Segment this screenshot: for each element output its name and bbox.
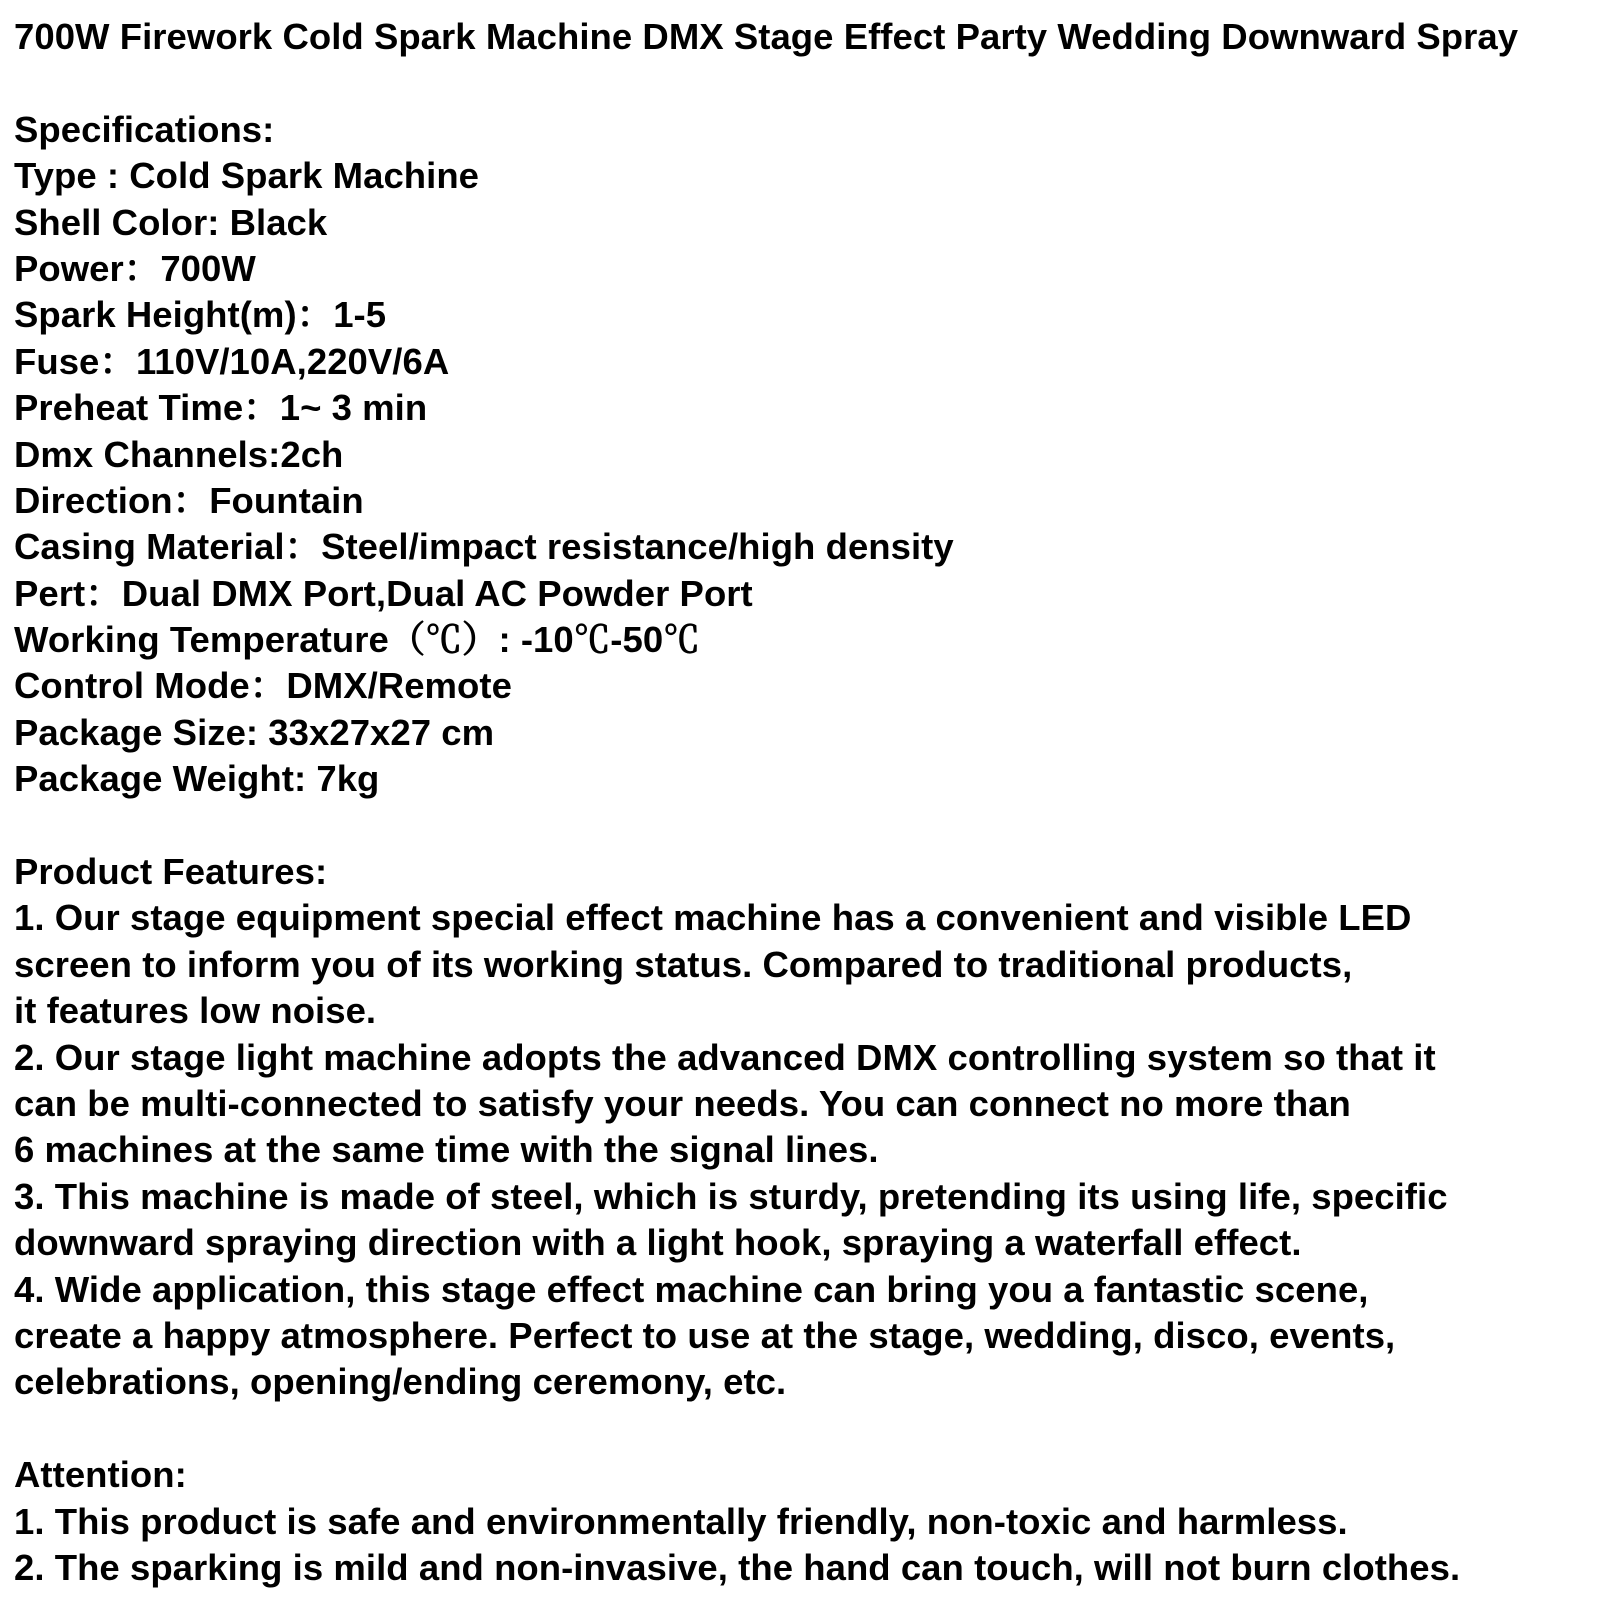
spec-line: Control Mode：DMX/Remote	[14, 665, 512, 707]
attention-section	[14, 1452, 1594, 1591]
attention-heading: Attention:	[14, 1454, 187, 1496]
spacer	[14, 1406, 1594, 1452]
spec-line: Fuse：110V/10A,220V/6A	[14, 340, 450, 382]
spacer	[14, 60, 1594, 106]
features-section	[14, 849, 1594, 1406]
spec-line: Package Weight: 7kg	[14, 758, 380, 800]
feature-line: 3. This machine is made of steel, which is sturdy, pretending its using life, specific	[14, 1175, 1448, 1217]
attention-line: 1. This product is safe and environmentally friendly, non-toxic and harmless.	[14, 1500, 1348, 1542]
spec-line: Spark Height(m)：1-5	[14, 294, 387, 336]
features-heading: Product Features:	[14, 851, 328, 893]
spec-line: Type : Cold Spark Machine	[14, 155, 480, 197]
feature-line: it features low noise.	[14, 990, 377, 1032]
spec-line: Pert：Dual DMX Port,Dual AC Powder Port	[14, 572, 753, 614]
feature-line: 4. Wide application, this stage effect machine can bring you a fantastic scene,	[14, 1268, 1369, 1310]
feature-line: 1. Our stage equipment special effect machine has a convenient and visible LED	[14, 897, 1412, 939]
feature-line: can be multi-connected to satisfy your needs. You can connect no more than	[14, 1082, 1351, 1124]
attention-line: 2. The sparking is mild and non-invasive, the hand can touch, will not burn clothes.	[14, 1546, 1461, 1588]
spec-line: Dmx Channels:2ch	[14, 433, 344, 475]
feature-line: downward spraying direction with a light hook, spraying a waterfall effect.	[14, 1222, 1302, 1264]
page-title: 700W Firework Cold Spark Machine DMX Stage Effect Party Wedding Downward Spray	[14, 16, 1519, 57]
spacer	[14, 803, 1594, 849]
specifications-section	[14, 107, 1594, 803]
spec-line: Working Temperature（℃）: -10℃-50℃	[14, 619, 700, 661]
feature-line: 6 machines at the same time with the signal lines.	[14, 1129, 879, 1171]
spec-line: Package Size: 33x27x27 cm	[14, 711, 495, 753]
spec-line: Power：700W	[14, 247, 256, 289]
feature-line: celebrations, opening/ending ceremony, etc.	[14, 1361, 787, 1403]
feature-line: screen to inform you of its working status. Compared to traditional products,	[14, 943, 1353, 985]
feature-line: create a happy atmosphere. Perfect to use at the stage, wedding, disco, events,	[14, 1314, 1396, 1356]
spec-line: Shell Color: Black	[14, 201, 328, 243]
feature-line: 2. Our stage light machine adopts the advanced DMX controlling system so that it	[14, 1036, 1436, 1078]
specifications-heading: Specifications:	[14, 108, 275, 150]
spec-line: Casing Material：Steel/impact resistance/high density	[14, 526, 954, 568]
product-description	[14, 14, 1594, 1591]
spec-line: Preheat Time：1~ 3 min	[14, 387, 428, 429]
spec-line: Direction：Fountain	[14, 479, 364, 521]
